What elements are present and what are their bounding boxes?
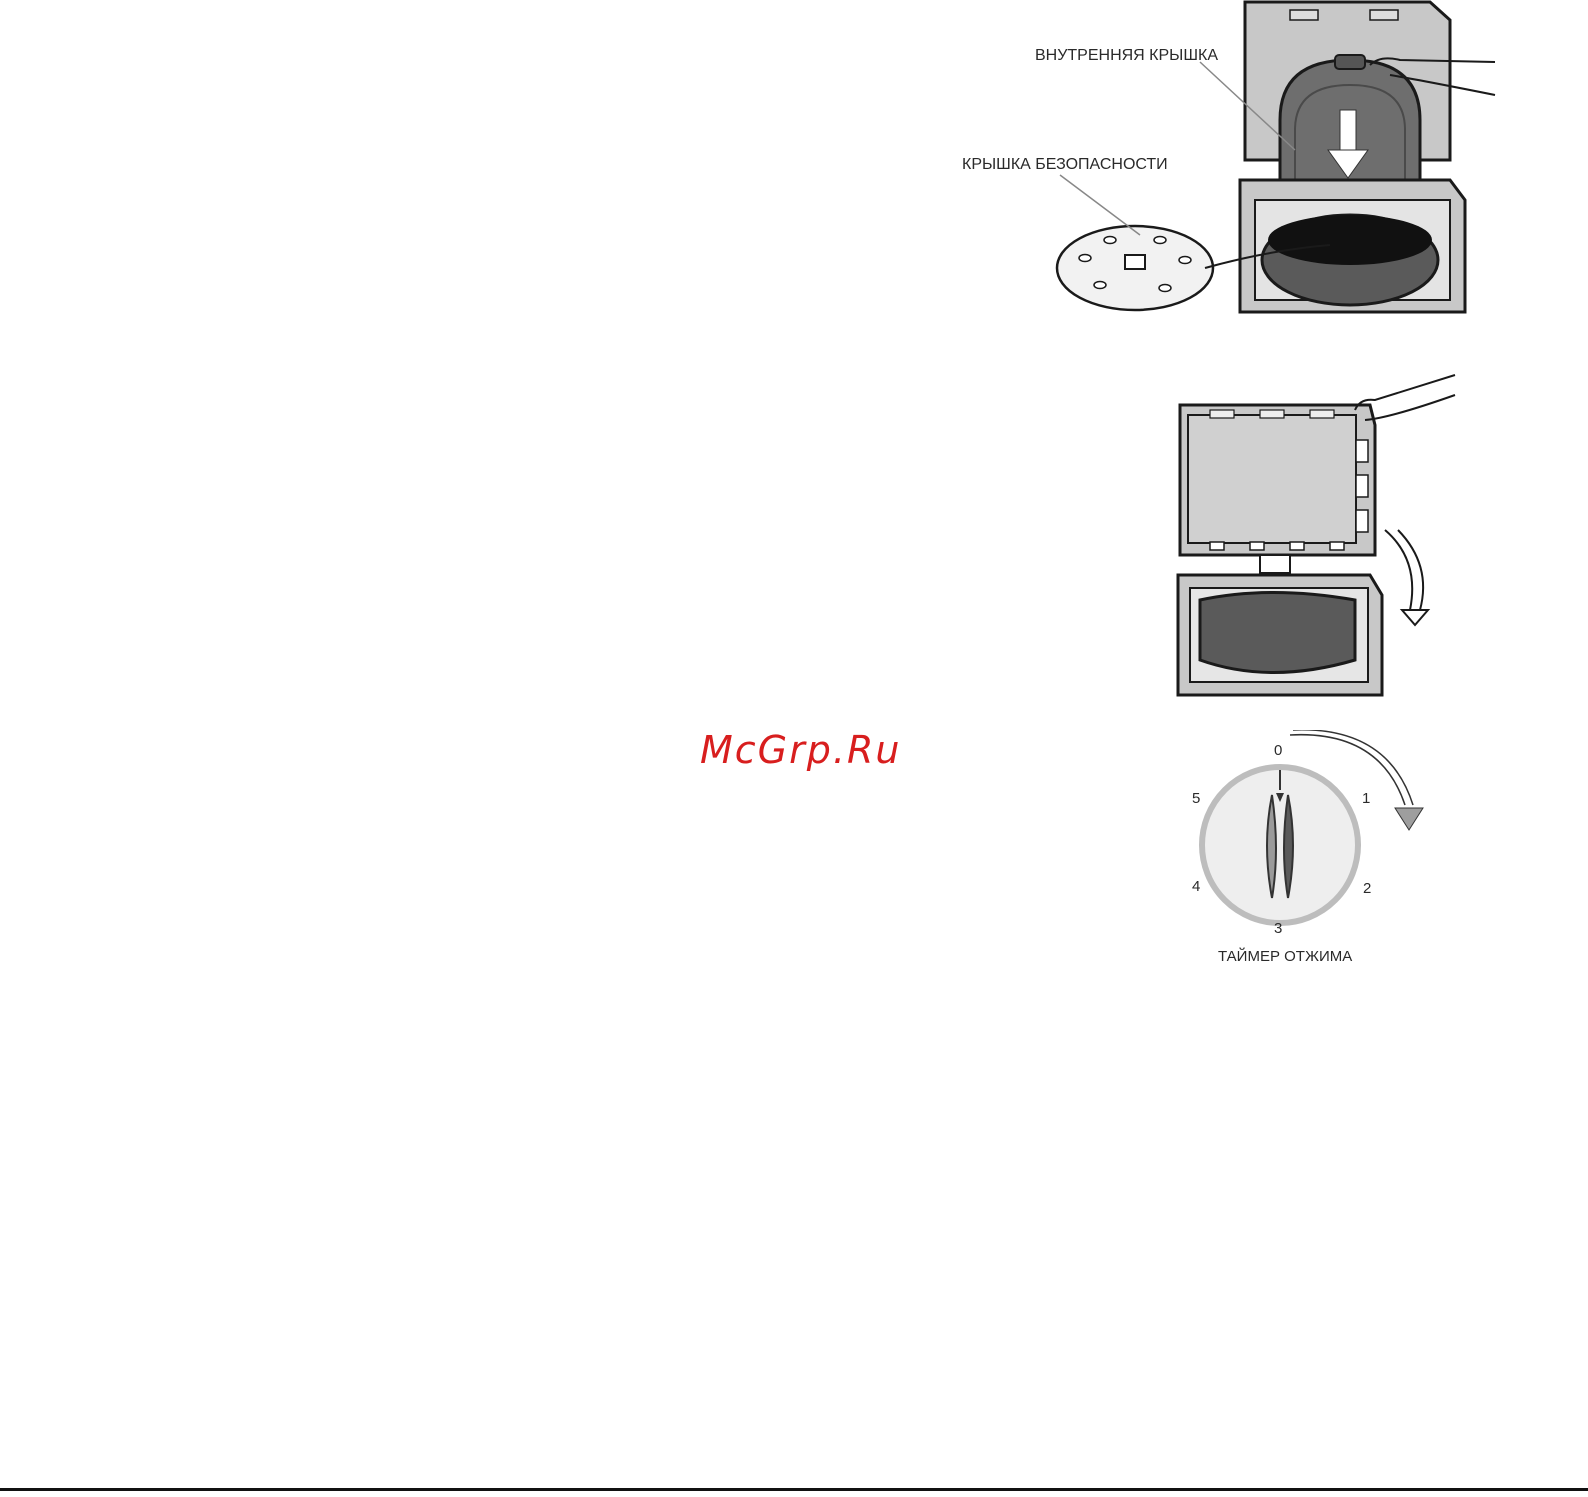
curved-arrow-icon <box>1385 530 1428 625</box>
spin-timer-caption: ТАЙМЕР ОТЖИМА <box>1218 948 1353 965</box>
dial-number-3: 3 <box>1274 920 1283 937</box>
inner-lid-label: ВНУТРЕННЯЯ КРЫШКА <box>1035 47 1218 64</box>
watermark-text: McGrp.Ru <box>700 728 902 772</box>
wash-tub <box>1200 593 1355 673</box>
bottom-rule <box>0 1488 1588 1491</box>
safety-lid-label: КРЫШКА БЕЗОПАСНОСТИ <box>962 156 1168 173</box>
dial-number-4: 4 <box>1192 878 1201 895</box>
figure-close-outer-lid <box>1170 370 1470 705</box>
figure-spin-timer <box>1180 730 1440 980</box>
dial-number-0: 0 <box>1274 742 1283 759</box>
figure-inner-and-safety-lid <box>950 0 1510 320</box>
dial-number-2: 2 <box>1363 880 1372 897</box>
dial-number-5: 5 <box>1192 790 1201 807</box>
washer-lid-closing-illustration <box>1170 370 1470 705</box>
timer-knob <box>1202 767 1358 923</box>
safety-lid <box>1057 226 1213 310</box>
spin-timer-dial <box>1180 730 1440 940</box>
dial-number-1: 1 <box>1362 790 1371 807</box>
